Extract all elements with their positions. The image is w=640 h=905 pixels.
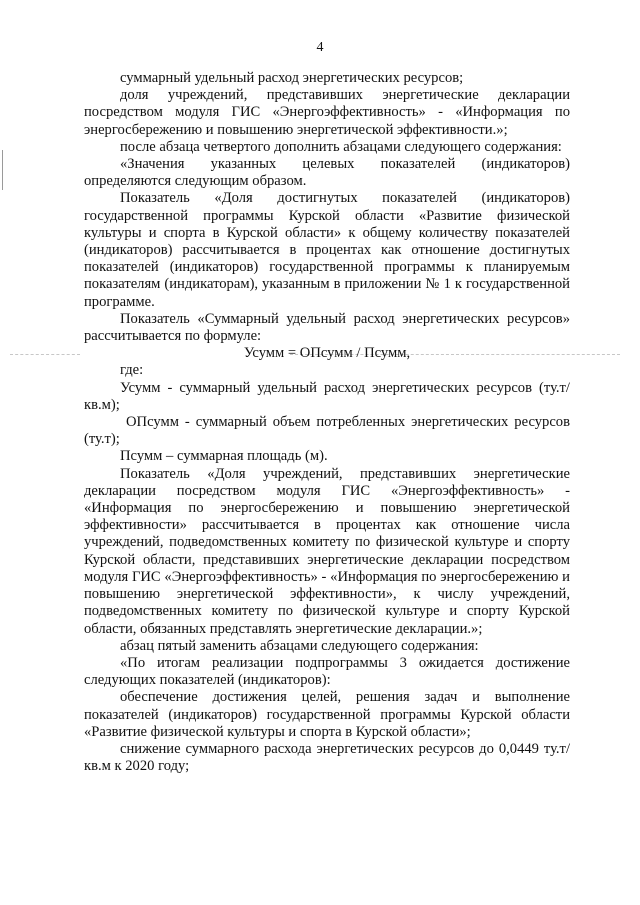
- paragraph: после абзаца четвертого дополнить абзацами следующего содержания:: [120, 138, 562, 155]
- document-body: [84, 70, 570, 775]
- scan-artifact-line: [10, 354, 80, 355]
- paragraph: снижение суммарного расхода энергетических ресурсов до 0,0449 ту.т/кв.м к 2020 году;: [84, 740, 570, 775]
- definition: Псумм – суммарная площадь (м).: [120, 448, 328, 465]
- paragraph: обеспечение достижения целей, решения задач и выполнение показателей (индикаторов) государственной программы Курской области «Развитие физической культуры и спорта в Курской области»;: [84, 689, 570, 740]
- formula: Усумм = ОПсумм / Псумм,: [243, 345, 411, 362]
- paragraph: Показатель «Суммарный удельный расход энергетических ресурсов» рассчитывается по формуле:: [84, 310, 570, 345]
- paragraph: где:: [120, 362, 144, 379]
- paragraph: абзац пятый заменить абзацами следующего содержания:: [120, 637, 479, 654]
- scan-edge-mark: [2, 150, 3, 190]
- page-number: 4: [316, 40, 324, 55]
- paragraph: суммарный удельный расход энергетических ресурсов;: [120, 70, 464, 86]
- paragraph: Показатель «Доля учреждений, представивших энергетические декларации посредством модуля ГИС «Энергоэффективность» - «Информация по энергосбережению и повышению энергетической эффективности» рассчитывается в процентах как отношение числа учреждений, подведомственных комитету по физической культуре и спорту Курской области, представивших энергетические декларации посредством модуля ГИС «Энергоэффективность» - «Информация по энергосбережению и повышению энергетической эффективности», к числу учреждений, подведомственных комитету по физической культуре и спорту Курской области, обязанных представлять энергетические декларации.»;: [84, 465, 570, 637]
- paragraph: «По итогам реализации подпрограммы 3 ожидается достижение следующих показателей (индикаторов):: [84, 654, 570, 689]
- paragraph: Показатель «Доля достигнутых показателей (индикаторов) государственной программы Курской области «Развитие физической культуры и спорта в Курской области» к общему количеству показателей (индикаторов) рассчитывается в процентах как отношение достигнутых показателей (индикаторов) государственной программы к планируемым показателям (индикаторам), указанным в приложении № 1 к государственной программе.: [84, 190, 570, 310]
- definition: ОПсумм - суммарный объем потребленных энергетических ресурсов (ту.т);: [84, 414, 570, 448]
- paragraph: доля учреждений, представивших энергетические декларации посредством модуля ГИС «Энергоэффективность» - «Информация по энергосбережению и повышению энергетической эффективности.»;: [84, 87, 570, 138]
- definition: Усумм - суммарный удельный расход энергетических ресурсов (ту.т/кв.м);: [84, 379, 570, 413]
- paragraph: «Значения указанных целевых показателей (индикаторов) определяются следующим образом.: [84, 156, 570, 190]
